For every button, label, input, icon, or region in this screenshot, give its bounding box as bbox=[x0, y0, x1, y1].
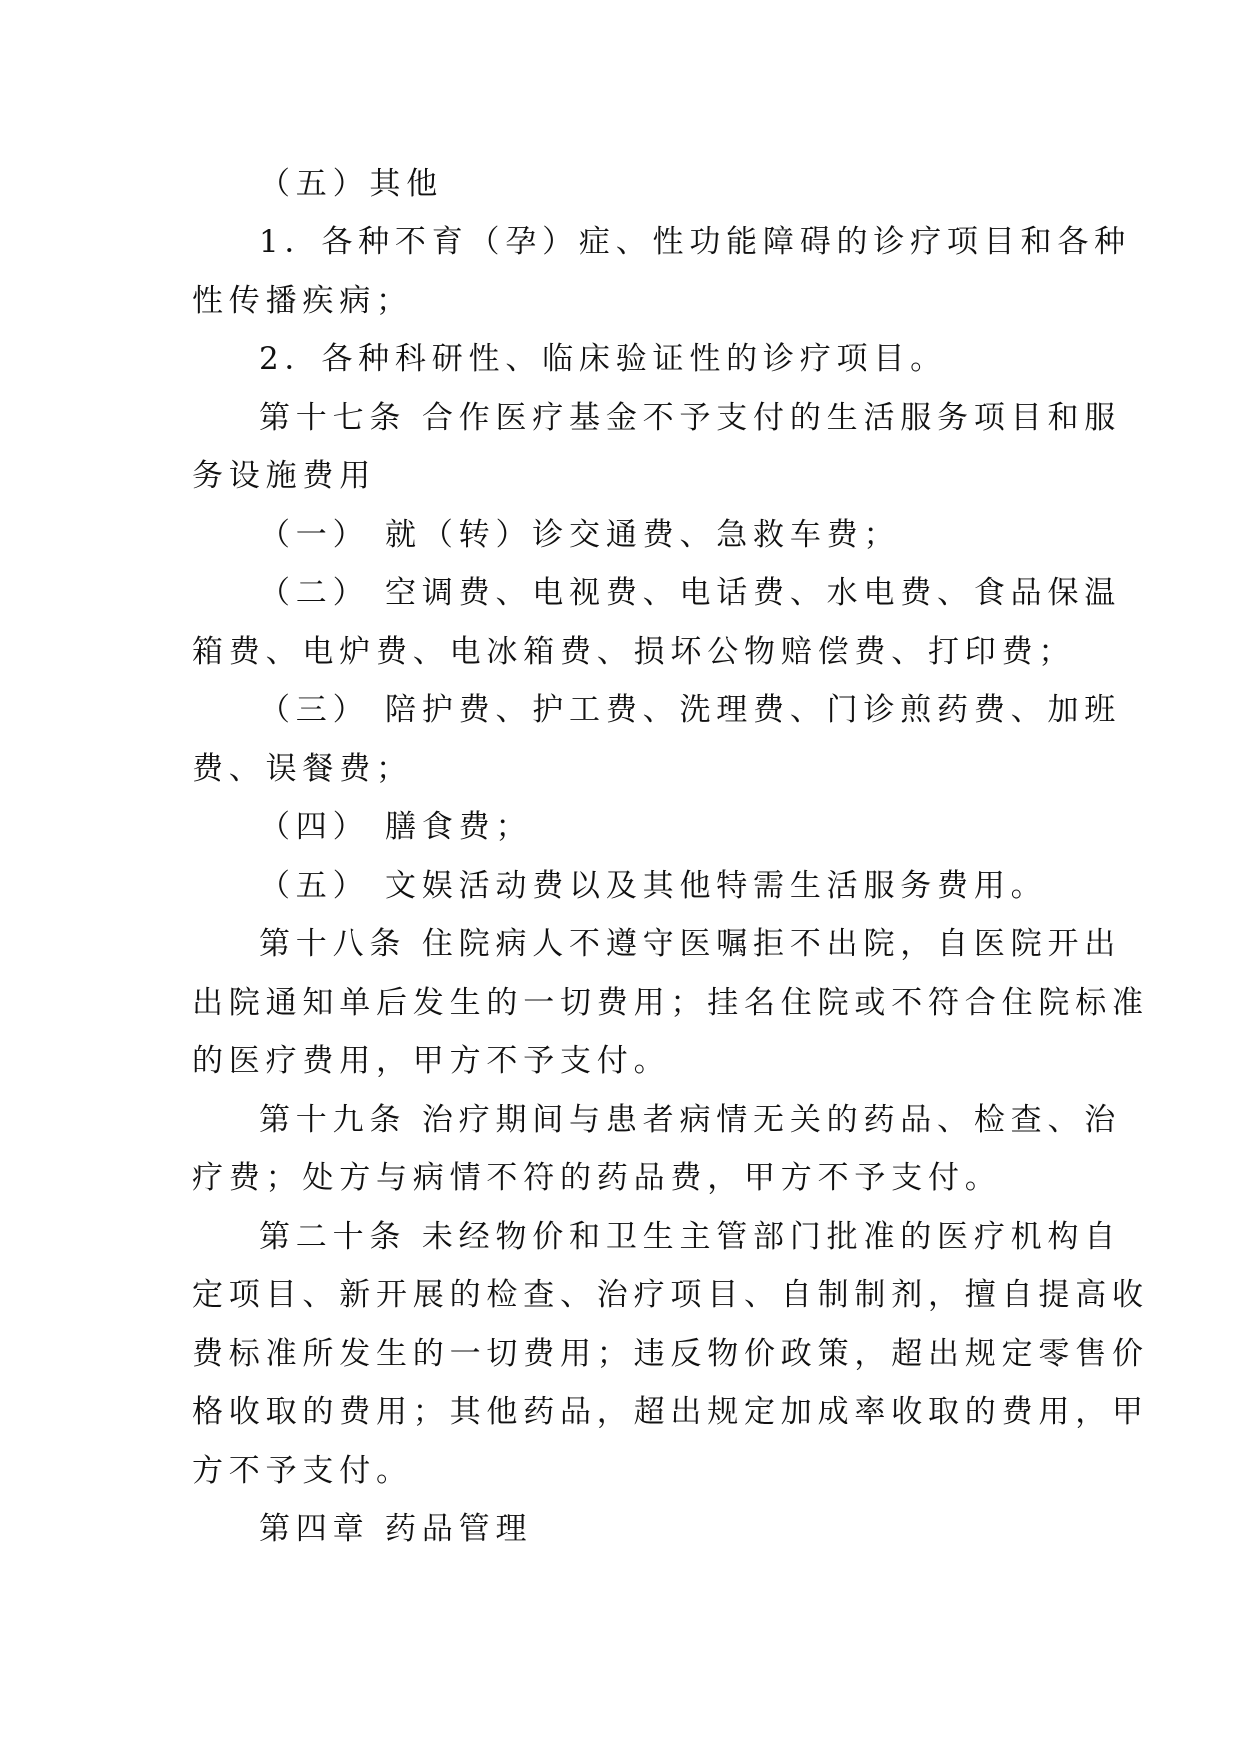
list-item-1-continued: 性传播疾病； bbox=[192, 283, 413, 319]
article-19-continued: 疗费；处方与病情不符的药品费，甲方不予支付。 bbox=[192, 1160, 1002, 1196]
article-17-item-5: （五） 文娱活动费以及其他特需生活服务费用。 bbox=[259, 868, 1048, 904]
list-item-2: 2．各种科研性、临床验证性的诊疗项目。 bbox=[259, 341, 947, 377]
article-17: 第十七条 合作医疗基金不予支付的生活服务项目和服 bbox=[259, 400, 1122, 436]
article-17-item-4: （四） 膳食费； bbox=[259, 809, 533, 845]
article-17-item-2-continued: 箱费、电炉费、电冰箱费、损坏公物赔偿费、打印费； bbox=[192, 634, 1076, 670]
article-17-item-2: （二） 空调费、电视费、电话费、水电费、食品保温 bbox=[259, 575, 1122, 611]
article-20: 第二十条 未经物价和卫生主管部门批准的医疗机构自 bbox=[259, 1219, 1122, 1255]
article-20-continued-4: 方不予支付。 bbox=[192, 1453, 413, 1489]
article-17-continued: 务设施费用 bbox=[192, 458, 376, 494]
list-item-1: 1．各种不育（孕）症、性功能障碍的诊疗项目和各种 bbox=[259, 224, 1131, 260]
chapter-4-heading: 第四章 药品管理 bbox=[259, 1511, 533, 1547]
article-20-continued-3: 格收取的费用；其他药品，超出规定加成率收取的费用，甲 bbox=[192, 1394, 1149, 1430]
article-17-item-3-continued: 费、误餐费； bbox=[192, 751, 413, 787]
article-18-continued-2: 的医疗费用，甲方不予支付。 bbox=[192, 1043, 671, 1079]
article-19: 第十九条 治疗期间与患者病情无关的药品、检查、治 bbox=[259, 1102, 1122, 1138]
article-17-item-1: （一） 就（转）诊交通费、急救车费； bbox=[259, 517, 901, 553]
article-20-continued-1: 定项目、新开展的检查、治疗项目、自制制剂，擅自提高收 bbox=[192, 1277, 1149, 1313]
article-18: 第十八条 住院病人不遵守医嘱拒不出院，自医院开出 bbox=[259, 926, 1122, 962]
heading-other: （五）其他 bbox=[259, 166, 443, 202]
article-18-continued-1: 出院通知单后发生的一切费用；挂名住院或不符合住院标准 bbox=[192, 985, 1149, 1021]
article-20-continued-2: 费标准所发生的一切费用；违反物价政策，超出规定零售价 bbox=[192, 1336, 1149, 1372]
article-17-item-3: （三） 陪护费、护工费、洗理费、门诊煎药费、加班 bbox=[259, 692, 1122, 728]
